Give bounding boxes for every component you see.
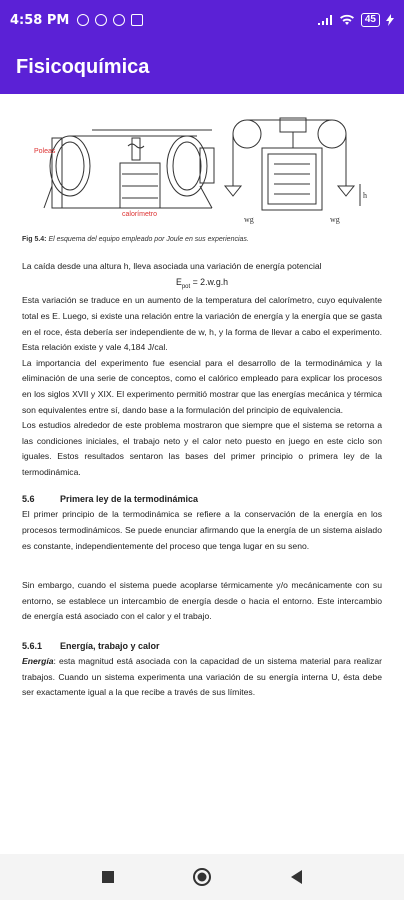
home-button[interactable]: [190, 865, 214, 889]
section-heading-5-6: [22, 492, 382, 507]
message-icon: [131, 14, 143, 26]
status-time: 4:58 PM: [10, 12, 70, 28]
figure-caption: [22, 236, 382, 243]
paragraph-importancia: La importancia del experimento fue esencial para el desarrollo de la termodinámica y la eliminación de una serie de conceptos, como el calórico empleado para explicar los procesos en los siglos XVII y XIX. El experimento permitió mostrar que las energías mecánica y térmica son equivalentes entre sí, dando base a la formulación del principio de equivalencia.: [22, 357, 382, 415]
section-number: 5.6: [22, 494, 35, 505]
joule-apparatus-diagram: [22, 108, 382, 226]
formula-sub: pot: [181, 283, 191, 290]
app-bar: [0, 40, 404, 94]
paragraph-caida: La caída desde una altura h, lleva asociada una variación de energía potencial: [22, 261, 322, 271]
alarm-off-icon: [77, 14, 89, 26]
label-poleas: Poleas: [34, 148, 56, 155]
charging-icon: [386, 14, 394, 26]
paragraph-primer-principio: El primer principio de la termodinámica se refiere a la conservación de la energía en los procesos termodinámicos. Se puede enunciar afirmando que la energía de un sistema aislado es constante, independientemente del proceso que tenga lugar en su seno.: [22, 509, 382, 551]
formula-rhs: = 2.w.g.h: [190, 276, 229, 287]
formula-epot: [22, 275, 382, 294]
label-wg-right: wg: [330, 215, 340, 224]
document-content[interactable]: [0, 94, 404, 854]
battery-level: 45: [364, 14, 376, 25]
back-button[interactable]: [284, 865, 308, 889]
notification-icons: [77, 14, 143, 26]
subsection-title: Energía, trabajo y calor: [60, 641, 160, 652]
section-title: Primera ley de la termodinámica: [60, 494, 199, 505]
status-bar: [0, 0, 404, 40]
paragraph-variacion: Esta variación se traduce en un aumento de la temperatura del calorímetro, cuyo equivalente total es E. Luego, si existe una relación entre la variación de energía y la energía que se gasta en el roce, ésta debería ser independiente de w, h, y la forma de llevar a cabo el experimento. Esta relación existe y vale 4,184 J/cal.: [22, 295, 382, 353]
joule-apparatus-figure: [22, 108, 382, 226]
whatsapp-icon: [95, 14, 107, 26]
label-calorimetro: calorímetro: [122, 211, 158, 218]
formula-lhs: E: [175, 276, 182, 287]
paragraph-energia-text: : esta magnitud está asociada con la capacidad de un sistema material para realizar trabajos. Cuando un sistema experimenta una variación de su energía interna U, ésta debe ser exactamente igual a la que recibe a través de sus límites.: [22, 656, 382, 698]
label-wg-left: wg: [244, 215, 254, 224]
sync-icon: [113, 14, 125, 26]
section-heading-5-6-1: [22, 639, 382, 654]
wifi-icon: [339, 14, 355, 26]
figure-caption-text: El esquema del equipo empleado por Joule en sus experiencias.: [46, 236, 249, 243]
recent-apps-button[interactable]: [96, 865, 120, 889]
paragraph-sin-embargo: Sin embargo, cuando el sistema puede acoplarse térmicamente y/o mecánicamente con su entorno, se establece un intercambio de energía desde o hacia el entorno. Este intercambio de energía está asociado con el calor y el trabajo.: [22, 580, 382, 622]
figure-caption-label: Fig 5.4:: [22, 236, 47, 243]
app-title: Fisicoquímica: [16, 55, 150, 78]
system-icons: [317, 13, 394, 27]
circle-icon: [192, 867, 212, 887]
label-h: h: [363, 191, 367, 200]
square-icon: [101, 870, 115, 884]
paragraph-energia: [22, 654, 382, 701]
triangle-back-icon: [289, 869, 303, 885]
battery-icon: [361, 13, 380, 27]
paragraph-estudios: Los estudios alrededor de este problema mostraron que siempre que el sistema se retorna a las condiciones iniciales, el trabajo neto y el calor neto puesto en juego en este ciclo son iguales. Estos resultados sentaron las bases del primer principio o primera ley de la termodinámica.: [22, 420, 382, 477]
signal-icon: [317, 14, 333, 26]
subsection-number: 5.6.1: [22, 641, 43, 652]
system-navigation-bar: [0, 854, 404, 900]
term-energia: Energía: [22, 656, 54, 667]
